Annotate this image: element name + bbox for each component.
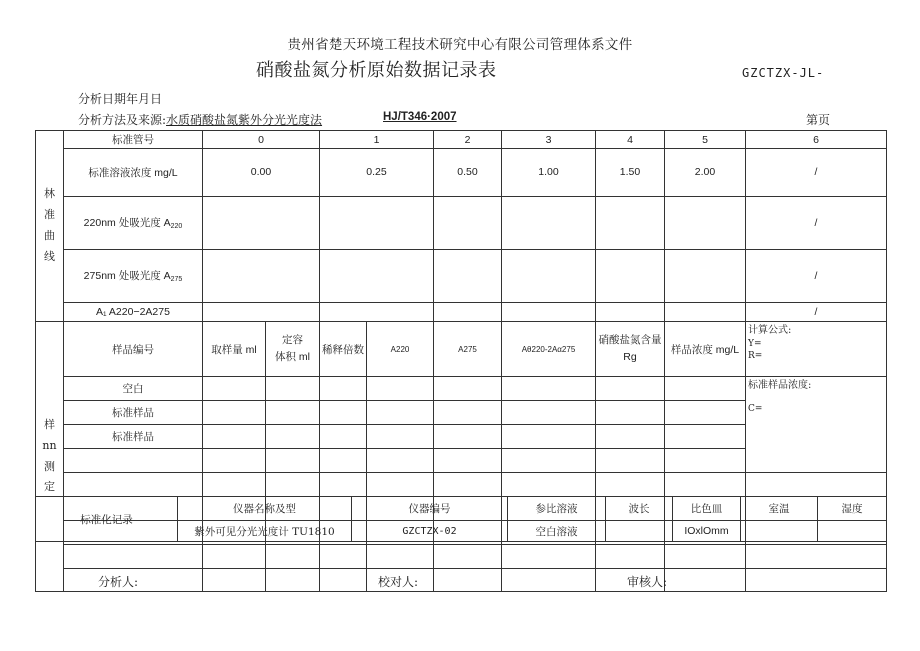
ar-cell-2 xyxy=(434,303,502,322)
table-row xyxy=(36,377,887,401)
a275-label: 275nm 处吸光度 A xyxy=(83,270,171,283)
content-line-1: 硝酸盐氮含量 xyxy=(598,334,662,347)
std-col-instrument: 仪器名称及型 xyxy=(178,497,352,521)
ar-cell-5 xyxy=(665,303,746,322)
a220-cell-5 xyxy=(665,196,746,249)
a220-cell-1 xyxy=(320,196,434,249)
conc-6: / xyxy=(746,149,887,197)
std-sample-label: 标准样品浓度: xyxy=(748,380,812,391)
a275-cell-2 xyxy=(434,249,502,302)
a275-header xyxy=(64,249,203,302)
std-col-wavelength: 波长 xyxy=(606,497,673,521)
method-value: 水质硝酸盐氮紫外分光光度法 xyxy=(166,113,323,127)
curve-label-2: 准 曲 xyxy=(44,208,55,242)
content-line-2: Rg xyxy=(623,351,637,363)
a220-cell-3 xyxy=(502,196,596,249)
sample-id-cell: 标准样品 xyxy=(64,401,203,425)
sample-label-1: 样 xyxy=(44,417,55,431)
ar-cell-4 xyxy=(596,303,665,322)
checker-signature: 校对人: xyxy=(378,575,419,589)
method-standard: HJ/T346·2007 xyxy=(383,111,457,123)
sample-label-2: nn 测 xyxy=(42,438,57,473)
a220-cell-4 xyxy=(596,196,665,249)
form-title: 硝酸盐氮分析原始数据记录表 xyxy=(256,60,497,81)
conc-0: 0.00 xyxy=(203,149,320,197)
conc-5: 2.00 xyxy=(665,149,746,197)
a275-cell-4 xyxy=(596,249,665,302)
a275-cell-3 xyxy=(502,249,596,302)
col-a275: A275 xyxy=(434,322,502,377)
tube-0: 0 xyxy=(203,131,320,149)
curve-row-a220 xyxy=(36,196,887,249)
std-col-cuvette: 比色皿 xyxy=(673,497,741,521)
a275-cell-1 xyxy=(320,249,434,302)
a275-cell-5 xyxy=(665,249,746,302)
std-val-instrument: 紫外可见分光光度计 TU1810 xyxy=(178,521,352,542)
sample-id-cell: 标准样品 xyxy=(64,425,203,449)
formula-r: R= xyxy=(748,350,763,361)
std-col-room-temp: 室温 xyxy=(741,497,818,521)
formula-y: Y= xyxy=(748,338,762,349)
a220-cell-6: / xyxy=(746,196,887,249)
curve-label-3: 线 xyxy=(44,249,55,263)
page-number-label: 第页 xyxy=(806,113,831,127)
col-sample-vol: 取样量 ml xyxy=(203,322,266,377)
std-val-humidity xyxy=(818,521,887,542)
tube-5: 5 xyxy=(665,131,746,149)
tube-4: 4 xyxy=(596,131,665,149)
standardization-label: 标准化记录 xyxy=(36,497,178,542)
col-dilution: 稀释倍数 xyxy=(320,322,367,377)
col-ar: Aθ220-2Aα275 xyxy=(502,322,596,377)
col-const-vol xyxy=(266,322,320,377)
ar-cell-6: / xyxy=(746,303,887,322)
a220-cell-0 xyxy=(203,196,320,249)
col-sample-id: 样品编号 xyxy=(64,322,203,377)
std-val-cuvette: IOxlOmm xyxy=(673,521,741,542)
method-label: 分析方法及来源: xyxy=(78,113,167,127)
analyst-signature: 分析人: xyxy=(98,575,139,589)
const-vol-line-2: 体积 ml xyxy=(275,351,310,363)
sample-section-label xyxy=(36,322,64,592)
std-col-number: 仪器编号 xyxy=(352,497,508,521)
std-sample-box xyxy=(746,377,887,473)
curve-row-tube xyxy=(36,131,887,149)
formula-box xyxy=(746,322,887,377)
conc-1: 0.25 xyxy=(320,149,434,197)
reviewer-signature: 审核人: xyxy=(627,575,668,589)
curve-label-1: 林 xyxy=(44,187,55,201)
std-val-wavelength xyxy=(606,521,673,542)
a275-cell-6: / xyxy=(746,249,887,302)
table-row xyxy=(36,569,887,592)
a220-label: 220nm 处吸光度 A xyxy=(83,217,171,230)
analysis-method xyxy=(78,111,322,128)
sample-id-cell: 空白 xyxy=(64,377,203,401)
a220-header xyxy=(64,196,203,249)
col-a220: A220 xyxy=(367,322,434,377)
col-content xyxy=(596,322,665,377)
a275-subscript: 275 xyxy=(170,276,183,284)
col-conc: 样品浓度 mg/L xyxy=(665,322,746,377)
tube-header: 标准管号 xyxy=(64,131,203,149)
conc-4: 1.50 xyxy=(596,149,665,197)
ar-cell-1 xyxy=(320,303,434,322)
organization-header: 贵州省楚天环境工程技术研究中心有限公司管理体系文件 xyxy=(287,37,633,53)
std-val-room-temp xyxy=(741,521,818,542)
sample-label-3: 定 xyxy=(44,480,55,494)
tube-2: 2 xyxy=(434,131,502,149)
table-row xyxy=(36,473,887,497)
ar-header: A₁ A220−2A275 xyxy=(64,303,203,322)
document-code: GZCTZX-JL- xyxy=(742,66,825,80)
sample-id-cell xyxy=(64,449,203,473)
const-vol-line-1: 定容 xyxy=(282,334,303,347)
standardization-table xyxy=(35,496,887,542)
tube-3: 3 xyxy=(502,131,596,149)
a220-subscript: 220 xyxy=(170,223,183,231)
curve-row-a275 xyxy=(36,249,887,302)
ar-cell-0 xyxy=(203,303,320,322)
std-val-number: GZCTZX-02 xyxy=(352,521,508,542)
conc-header: 标准溶液浓度 mg/L xyxy=(64,149,203,197)
ar-cell-3 xyxy=(502,303,596,322)
tube-1: 1 xyxy=(320,131,434,149)
standardization-header-row xyxy=(36,497,887,521)
conc-2: 0.50 xyxy=(434,149,502,197)
std-val-reference: 空白溶液 xyxy=(508,521,606,542)
analysis-date: 分析日期年月日 xyxy=(78,92,163,106)
std-col-humidity: 湿度 xyxy=(818,497,887,521)
curve-row-ar xyxy=(36,303,887,322)
formula-label: 计算公式: xyxy=(748,325,792,336)
curve-row-conc xyxy=(36,149,887,197)
sample-header-row xyxy=(36,322,887,377)
conc-3: 1.00 xyxy=(502,149,596,197)
std-col-reference: 参比溶液 xyxy=(508,497,606,521)
sample-id-cell xyxy=(64,473,203,497)
sample-id-cell xyxy=(64,545,203,569)
tube-6: 6 xyxy=(746,131,887,149)
a275-cell-0 xyxy=(203,249,320,302)
curve-section-label xyxy=(36,131,64,322)
std-sample-c: C= xyxy=(748,403,763,414)
a220-cell-2 xyxy=(434,196,502,249)
table-row xyxy=(36,545,887,569)
